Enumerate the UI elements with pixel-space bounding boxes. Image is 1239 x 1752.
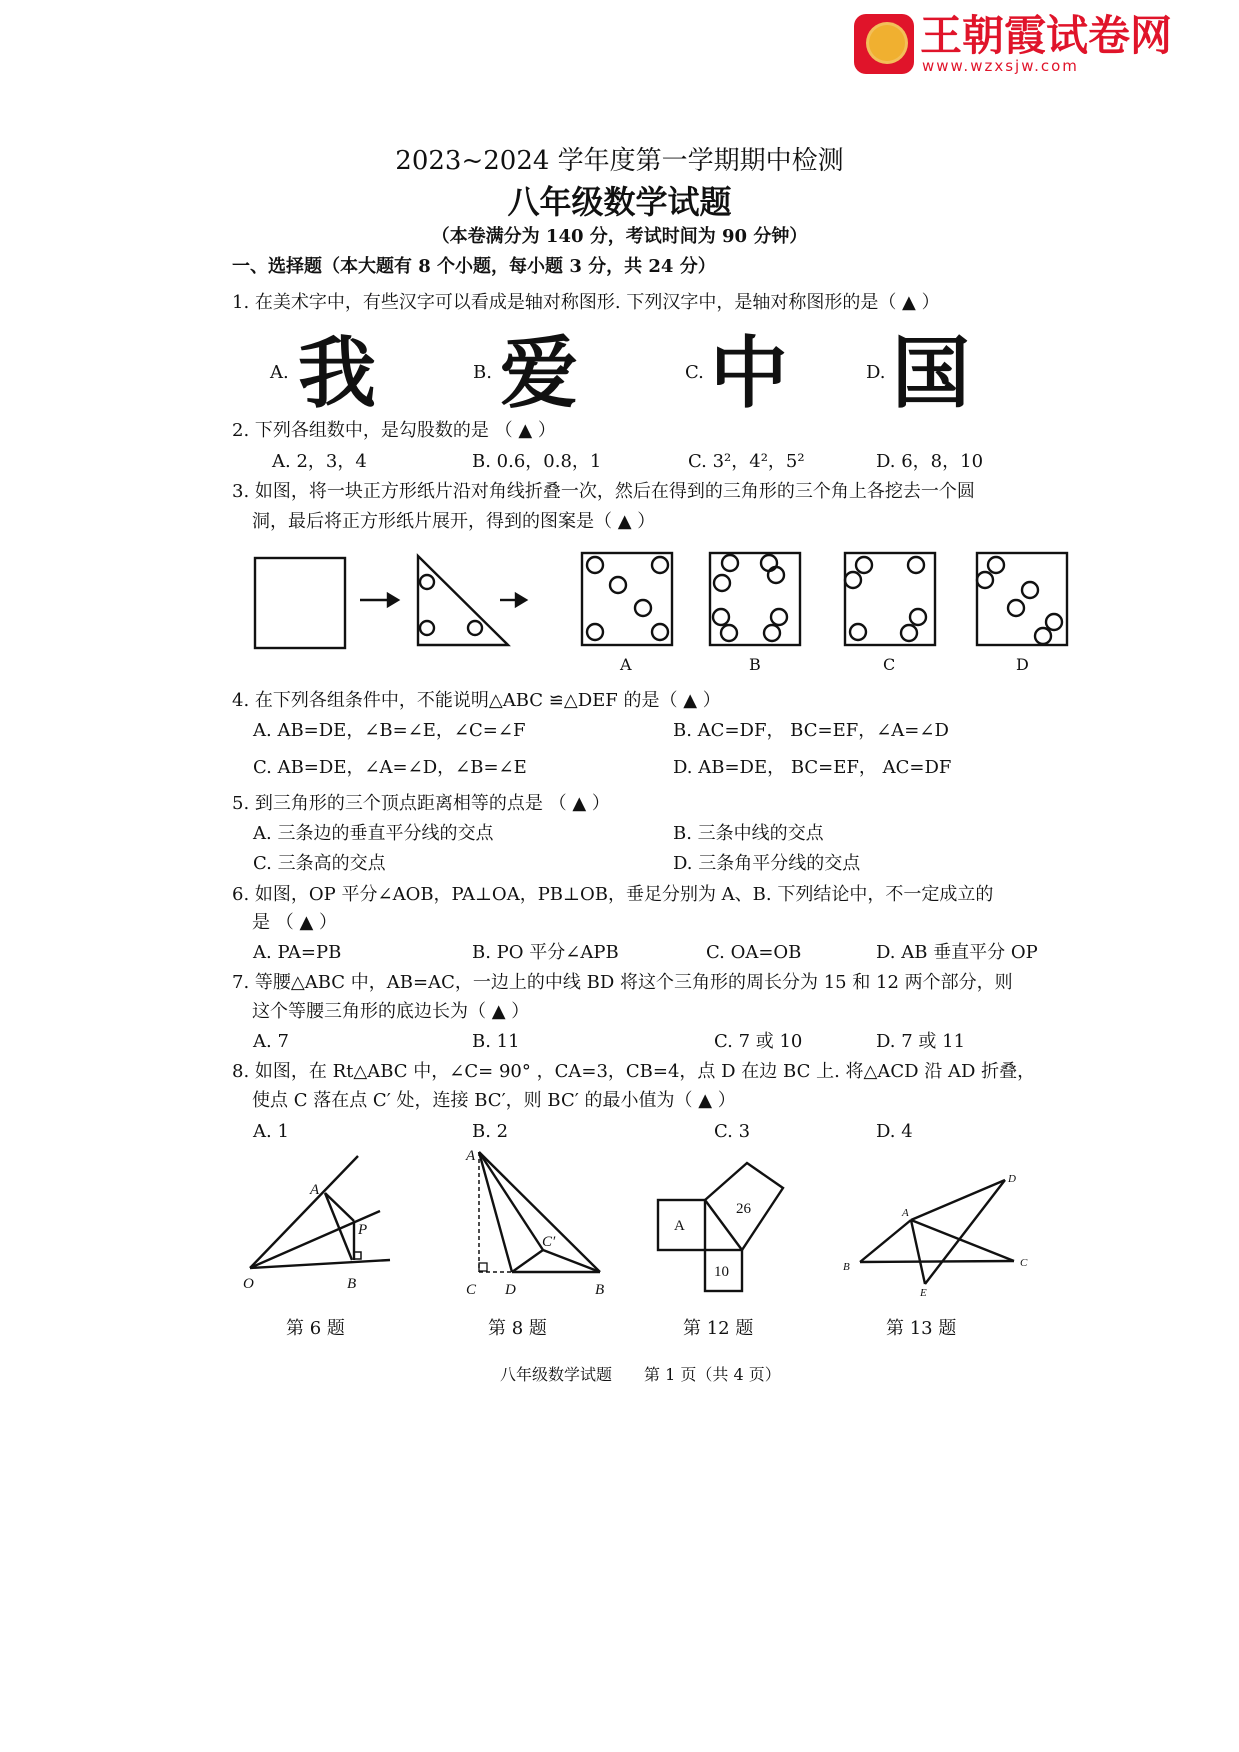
q1-char-a: 我 xyxy=(298,329,377,419)
q1-label-a: A. xyxy=(270,362,289,383)
section-heading: 一、选择题（本大题有 8 个小题，每小题 3 分，共 24 分） xyxy=(232,256,716,277)
fig8-caption: 第 8 题 xyxy=(488,1318,547,1339)
q4-option-a: A. AB=DE，∠B=∠E，∠C=∠F xyxy=(253,720,526,741)
q1-stem: 1. 在美术字中，有些汉字可以看成是轴对称图形. 下列汉字中，是轴对称图形的是（ ▲ ） xyxy=(232,292,940,313)
fig13-label-b: B xyxy=(843,1261,850,1273)
q6-stem-line1: 6. 如图，OP 平分∠AOB，PA⊥OA，PB⊥OB，垂足分别为 A、B. 下列结论中，不一定成立的 xyxy=(232,884,994,905)
q1-label-b: B. xyxy=(473,362,492,383)
figure-13 xyxy=(843,1173,1028,1299)
q3-stem-line1: 3. 如图，将一块正方形纸片沿对角线折叠一次，然后在得到的三角形的三个角上各挖去一个圆 xyxy=(232,481,975,502)
q1-label-c: C. xyxy=(685,362,704,383)
fig13-label-a: A xyxy=(902,1207,909,1219)
q2-option-b: B. 0.6，0.8，1 xyxy=(472,451,602,472)
fig12-label-a: A xyxy=(674,1218,685,1234)
q7-option-b: B. 11 xyxy=(472,1031,520,1052)
q4-option-d: D. AB=DE， BC=EF， AC=DF xyxy=(673,757,952,778)
q6-option-b: B. PO 平分∠APB xyxy=(472,942,619,963)
q3-label-d: D xyxy=(1016,655,1029,674)
q7-stem-line1: 7. 等腰△ABC 中，AB=AC，一边上的中线 BD 将这个三角形的周长分为 15 和 12 两个部分，则 xyxy=(232,972,1013,993)
q2-stem: 2. 下列各组数中，是勾股数的是 （ ▲ ） xyxy=(232,420,556,441)
q8-stem-line1: 8. 如图，在 Rt△ABC 中，∠C= 90° ，CA=3，CB=4，点 D 在边 BC 上. 将△ACD 沿 AD 折叠， xyxy=(232,1061,1036,1082)
q1-char-c: 中 xyxy=(710,329,789,419)
fig13-label-e: E xyxy=(920,1287,927,1299)
title-subject: 八年级数学试题 xyxy=(507,183,732,221)
fig8-label-a: A xyxy=(466,1148,476,1164)
fig6-label-p: P xyxy=(358,1222,368,1238)
q5-option-b: B. 三条中线的交点 xyxy=(673,823,824,844)
fig6-label-b: B xyxy=(347,1276,357,1292)
q2-option-d: D. 6，8，10 xyxy=(876,451,984,472)
q7-option-c: C. 7 或 10 xyxy=(714,1031,803,1052)
q2-option-a: A. 2，3，4 xyxy=(272,451,367,472)
q1-char-b: 爱 xyxy=(500,329,579,419)
figure-6 xyxy=(243,1156,390,1292)
q6-option-a: A. PA=PB xyxy=(253,942,342,963)
fig12-label-10: 10 xyxy=(714,1264,729,1280)
q5-stem: 5. 到三角形的三个顶点距离相等的点是 （ ▲ ） xyxy=(232,793,610,814)
exam-note: （本卷满分为 140 分，考试时间为 90 分钟） xyxy=(431,226,808,247)
q6-stem-line2: 是 （ ▲ ） xyxy=(252,912,338,933)
q3-label-b: B xyxy=(749,655,761,674)
q8-stem-line2: 使点 C 落在点 C′ 处，连接 BC′，则 BC′ 的最小值为（ ▲ ） xyxy=(252,1090,736,1111)
figure-8 xyxy=(465,1148,604,1298)
q5-option-a: A. 三条边的垂直平分线的交点 xyxy=(253,823,494,844)
fig13-label-c: C xyxy=(1020,1257,1028,1269)
q7-option-d: D. 7 或 11 xyxy=(876,1031,966,1052)
q4-stem: 4. 在下列各组条件中，不能说明△ABC ≌△DEF 的是（ ▲ ） xyxy=(232,690,721,711)
q1-char-d: 国 xyxy=(892,329,971,419)
q6-option-c: C. OA=OB xyxy=(706,942,802,963)
figure-12 xyxy=(658,1163,783,1291)
fig6-label-o: O xyxy=(243,1276,254,1292)
q6-option-d: D. AB 垂直平分 OP xyxy=(876,942,1038,963)
q4-option-b: B. AC=DF， BC=EF，∠A=∠D xyxy=(673,720,949,741)
q3-label-a: A xyxy=(620,655,632,674)
q4-option-c: C. AB=DE，∠A=∠D，∠B=∠E xyxy=(253,757,527,778)
q8-option-b: B. 2 xyxy=(472,1121,509,1142)
q2-option-c: C. 3²，4²，5² xyxy=(688,451,805,472)
fig12-caption: 第 12 题 xyxy=(683,1318,754,1339)
fig13-caption: 第 13 题 xyxy=(886,1318,957,1339)
fig6-caption: 第 6 题 xyxy=(286,1318,345,1339)
q3-stem-line2: 洞，最后将正方形纸片展开，得到的图案是（ ▲ ） xyxy=(252,511,656,532)
fig12-label-26: 26 xyxy=(736,1201,751,1217)
q8-option-c: C. 3 xyxy=(714,1121,751,1142)
q8-option-a: A. 1 xyxy=(253,1121,289,1142)
logo-name: 王朝霞试卷网 xyxy=(920,11,1173,60)
page-footer: 八年级数学试题 第 1 页（共 4 页） xyxy=(500,1365,781,1384)
q5-option-d: D. 三条角平分线的交点 xyxy=(673,853,861,874)
fig8-label-c-prime: C′ xyxy=(542,1234,556,1250)
q7-stem-line2: 这个等腰三角形的底边长为（ ▲ ） xyxy=(252,1001,530,1022)
q8-option-d: D. 4 xyxy=(876,1121,913,1142)
q3-label-c: C xyxy=(883,655,896,674)
fig8-label-b: B xyxy=(595,1282,605,1298)
fig13-label-d: D xyxy=(1008,1173,1016,1185)
q7-option-a: A. 7 xyxy=(253,1031,289,1052)
fig8-label-c: C xyxy=(466,1282,477,1298)
fig8-label-d: D xyxy=(505,1282,516,1298)
q5-option-c: C. 三条高的交点 xyxy=(253,853,386,874)
q1-label-d: D. xyxy=(866,362,886,383)
fig6-label-a: A xyxy=(310,1182,320,1198)
logo-url: www.wzxsjw.com xyxy=(922,57,1079,75)
title-term: 2023~2024 学年度第一学期期中检测 xyxy=(395,146,844,176)
